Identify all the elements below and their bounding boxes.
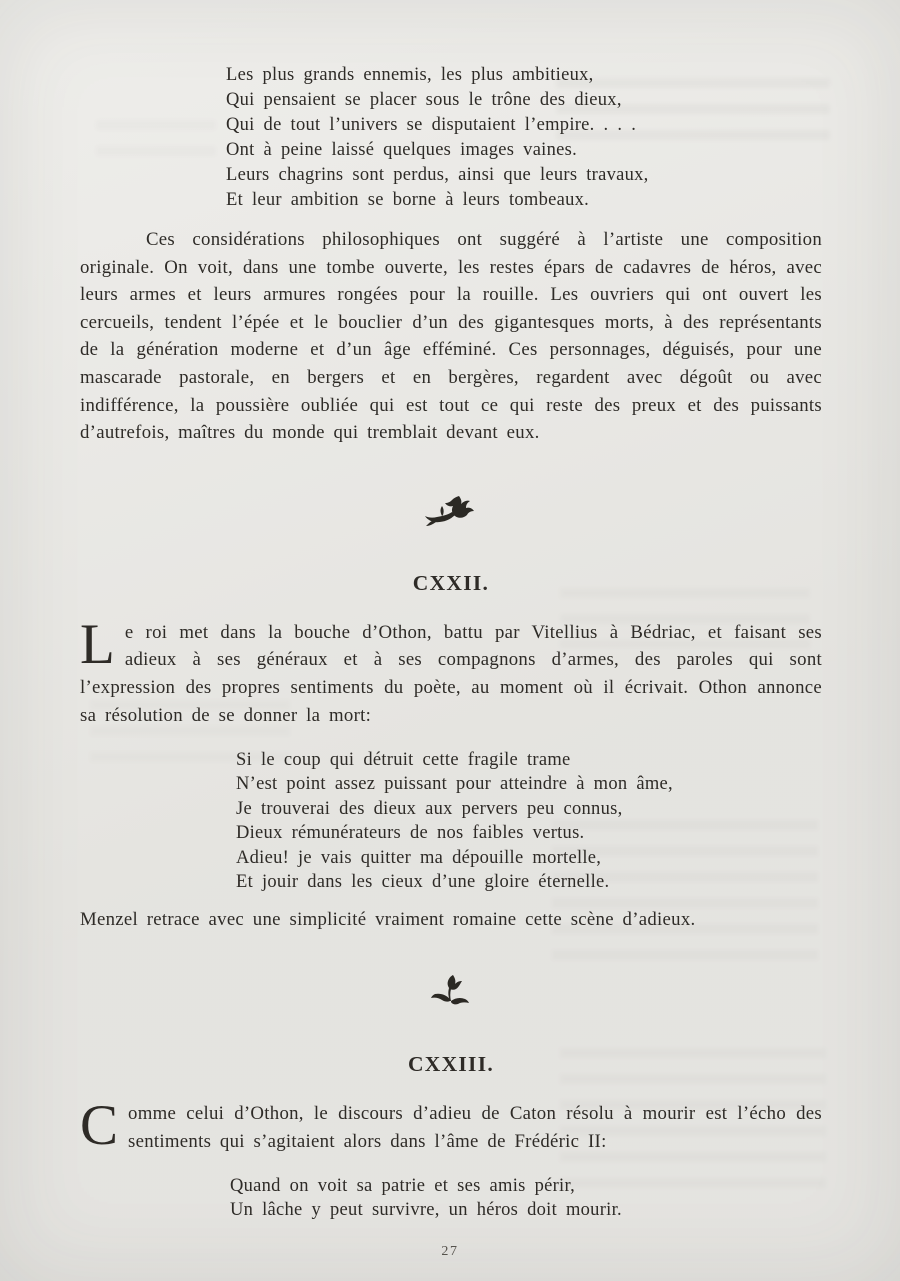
verse-line: Ont à peine laissé quelques images vaines. xyxy=(226,140,577,160)
verse-line: N’est point assez puissant pour atteindre à mon âme, xyxy=(236,774,673,795)
quoted-couplet xyxy=(230,1174,822,1223)
fleuron-sprig-ornament-icon xyxy=(429,973,473,1011)
dropcap-initial-C: C xyxy=(80,1093,119,1157)
paragraph-caton xyxy=(80,1093,822,1157)
verse-line: Leurs chagrins sont perdus, ainsi que leurs travaux, xyxy=(226,165,649,185)
paragraph-considerations: Ces considérations philosophiques ont suggéré à l’artiste une composition originale. On voit, dans une tombe ouverte, les restes épars de cadavres de héros, avec leurs armes et leurs armures rongées pour la rouille. Les ouvriers qui ont ouvert les cercueils, tendent l’épée et le bouclier d’un des gigantesques morts, à des représentants de la génération moderne et d’un âge efféminé. Ces personnages, déguisés, pour une mascarade pastorale, en bergers et en bergères, regardent avec dégoût ou avec indifférence, la poussière oubliée qui est tout ce qui reste des preux et des puissants d’autrefois, maîtres du monde qui tremblait devant eux. xyxy=(80,229,822,444)
quoted-verse-top xyxy=(226,63,822,213)
verse-line: Dieux rémunérateurs de nos faibles vertus. xyxy=(236,823,585,844)
section-heading-cxxiii: CXXIII. xyxy=(407,1051,495,1076)
verse-line: Les plus grands ennemis, les plus ambitieux, xyxy=(226,65,594,85)
verse-line: Si le coup qui détruit cette fragile trame xyxy=(236,749,571,770)
paragraph-othon xyxy=(80,612,822,729)
dropcap-initial-L: L xyxy=(80,612,115,676)
verse-line: Et leur ambition se borne à leurs tombeaux. xyxy=(226,190,590,210)
verse-line: Adieu! je vais quitter ma dépouille mortelle, xyxy=(236,847,602,868)
page-content xyxy=(80,0,822,1223)
verse-line: Qui de tout l’univers se disputaient l’empire. . . . xyxy=(226,115,637,135)
paragraph-caton-text: omme celui d’Othon, le discours d’adieu de Caton résolu à mourir est l’écho des sentiments qui s’agitaient alors dans l’âme de Frédéric II: xyxy=(128,1102,822,1152)
verse-line: Un lâche y peut survivre, un héros doit mourir. xyxy=(230,1200,622,1221)
verse-line: Je trouverai des dieux aux pervers peu connus, xyxy=(236,798,623,819)
quoted-verse-othon xyxy=(236,748,822,895)
verse-line: Qui pensaient se placer sous le trône des dieux, xyxy=(226,90,622,110)
verse-line: Et jouir dans les cieux d’une gloire éternelle. xyxy=(236,872,610,893)
verse-line: Quand on voit sa patrie et ses amis périr, xyxy=(230,1175,576,1196)
paragraph-othon-text: e roi met dans la bouche d’Othon, battu par Vitellius à Bédriac, et faisant ses adieux à ses généraux et à ses compagnons d’armes, des paroles qui sont l’expression des propres sentiments du poète, au moment où il écrivait. Othon annonce sa résolution de se donner la mort: xyxy=(80,621,822,726)
page-number: 27 xyxy=(441,1244,459,1259)
section-heading-cxxii: CXXII. xyxy=(412,570,490,595)
closing-line-menzel: Menzel retrace avec une simplicité vraiment romaine cette scène d’adieux. xyxy=(80,908,696,930)
fleuron-flower-ornament-icon xyxy=(422,493,480,529)
